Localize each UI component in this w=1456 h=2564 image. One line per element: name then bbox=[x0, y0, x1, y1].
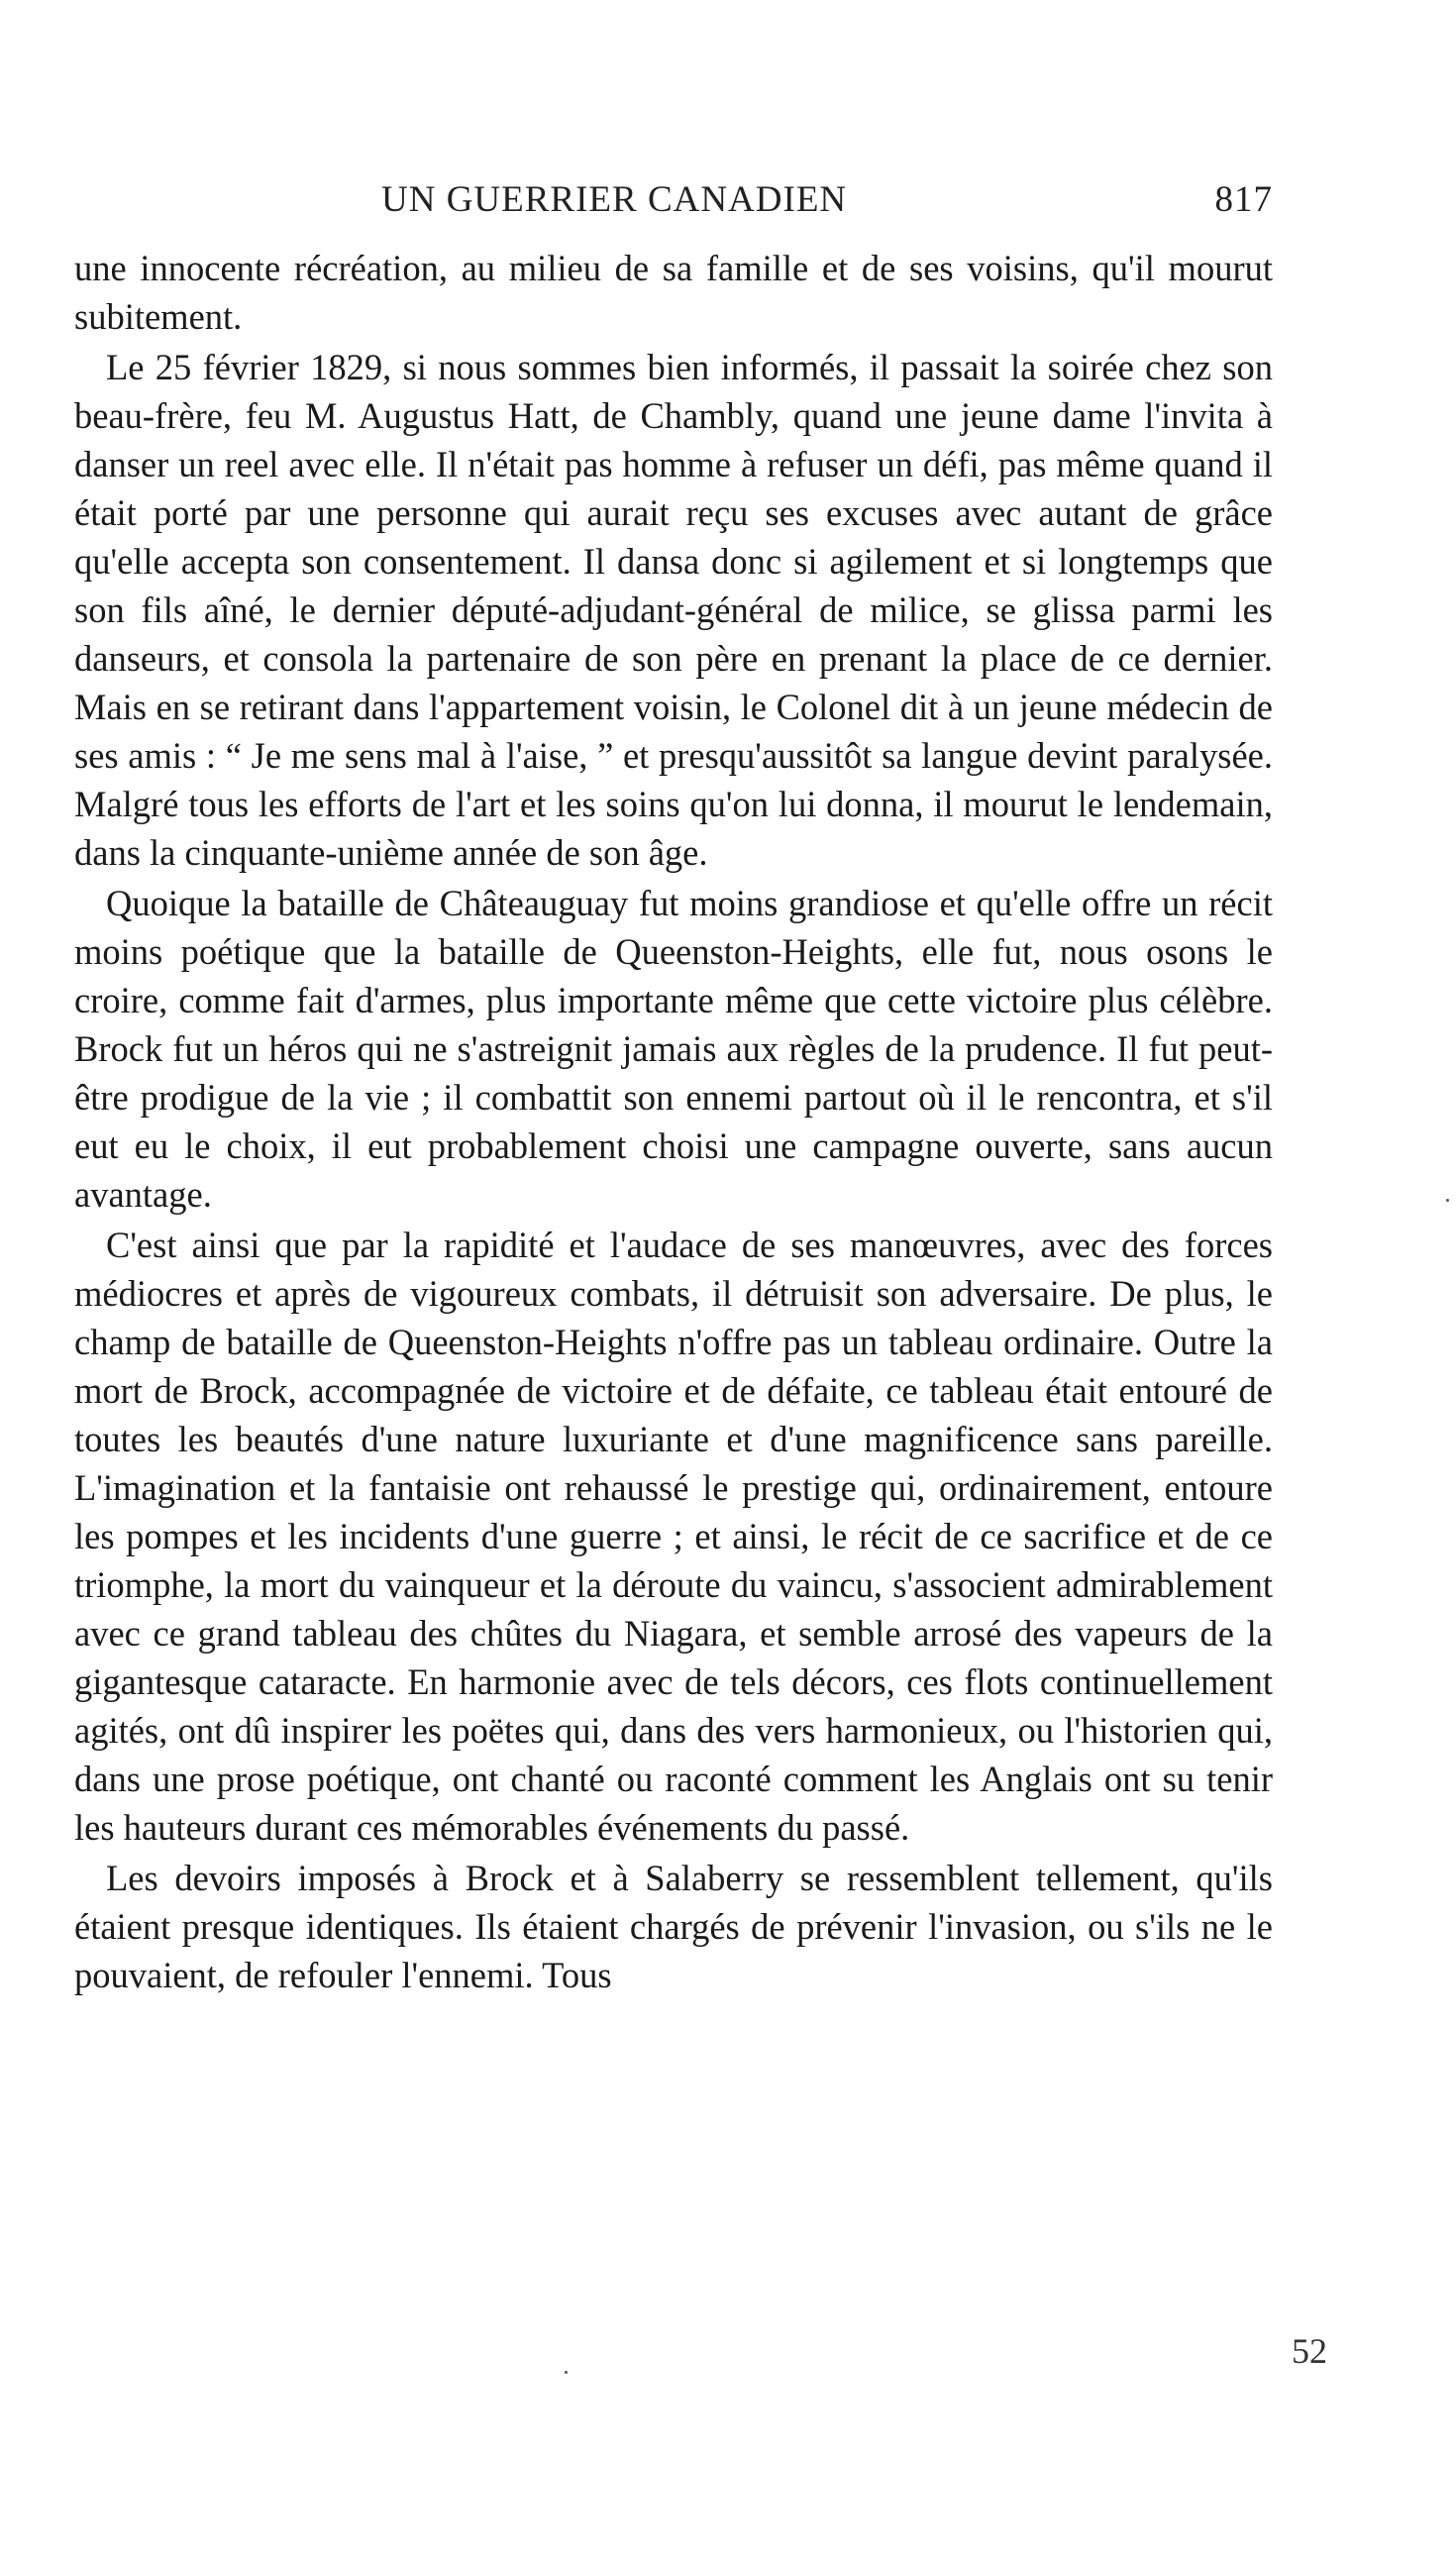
running-title: UN GUERRIER CANADIEN bbox=[381, 179, 848, 220]
signature-mark: 52 bbox=[1292, 2331, 1327, 2371]
paragraph-3: Quoique la bataille de Châteauguay fut moins grandiose et qu'elle offre un récit moins poétique que la bataille de Queenston-Heights, elle fut, nous osons le croire, comme fait d'armes, plus importante même que cette victoire plus célèbre. Brock fut un héros qui ne s'astreignit jamais aux règles de la prudence. Il fut peut-être prodigue de la vie ; il combattit son ennemi partout où il le rencontra, et s'il eut eu le choix, il eut probablement choisi une campagne ouverte, sans aucun avantage. bbox=[74, 883, 1273, 1215]
page-number: 817 bbox=[1214, 179, 1273, 220]
paragraph-5: Les devoirs imposés à Brock et à Salaberry se ressemblent tellement, qu'ils étaient presque identiques. Ils étaient chargés de prévenir l'invasion, ou s'ils ne le pouvaient, de refouler l'ennemi. Tous bbox=[74, 1858, 1273, 1995]
scan-speck bbox=[565, 2371, 568, 2374]
book-page bbox=[74, 178, 1273, 2001]
body-text bbox=[74, 244, 1273, 1999]
paragraph-4: C'est ainsi que par la rapidité et l'audace de ses manœuvres, avec des forces médiocres et après de vigoureux combats, il détruisit son adversaire. De plus, le champ de bataille de Queenston-Heights n'offre pas un tableau ordinaire. Outre la mort de Brock, accompagnée de victoire et de défaite, ce tableau était entouré de toutes les beautés d'une nature luxuriante et d'une magnificence sans pareille. L'imagination et la fantaisie ont rehaussé le prestige qui, ordinairement, entoure les pompes et les incidents d'une guerre ; et ainsi, le récit de ce sacrifice et de ce triomphe, la mort du vainqueur et la déroute du vaincu, s'associent admirablement avec ce grand tableau des chûtes du Niagara, et semble arrosé des vapeurs de la gigantesque cataracte. En harmonie avec de tels décors, ces flots continuellement agités, ont dû inspirer les poëtes qui, dans des vers harmonieux, ou l'historien qui, dans une prose poétique, ont chanté ou raconté comment les Anglais ont su tenir les hauteurs durant ces mémorables événements du passé. bbox=[74, 1225, 1273, 1848]
running-head bbox=[74, 178, 1273, 238]
scan-speck bbox=[1446, 1199, 1449, 1202]
paragraph-2: Le 25 février 1829, si nous sommes bien informés, il passait la soirée chez son beau-frère, feu M. Augustus Hatt, de Chambly, quand une jeune dame l'invita à danser un reel avec elle. Il n'était pas homme à refuser un défi, pas même quand il était porté par une personne qui aurait reçu ses excuses avec autant de grâce qu'elle accepta son consentement. Il dansa donc si agilement et si longtemps que son fils aîné, le dernier député-adjudant-général de milice, se glissa parmi les danseurs, et consola la partenaire de son père en prenant la place de ce dernier. Mais en se retirant dans l'appartement voisin, le Colonel dit à un jeune médecin de ses amis : “ Je me sens mal à l'aise, ” et presqu'aussitôt sa langue devint paralysée. Malgré tous les efforts de l'art et les soins qu'on lui donna, il mourut le lendemain, dans la cinquante-unième année de son âge. bbox=[74, 347, 1273, 873]
paragraph-1: une innocente récréation, au milieu de sa famille et de ses voisins, qu'il mourut subitement. bbox=[74, 248, 1273, 337]
